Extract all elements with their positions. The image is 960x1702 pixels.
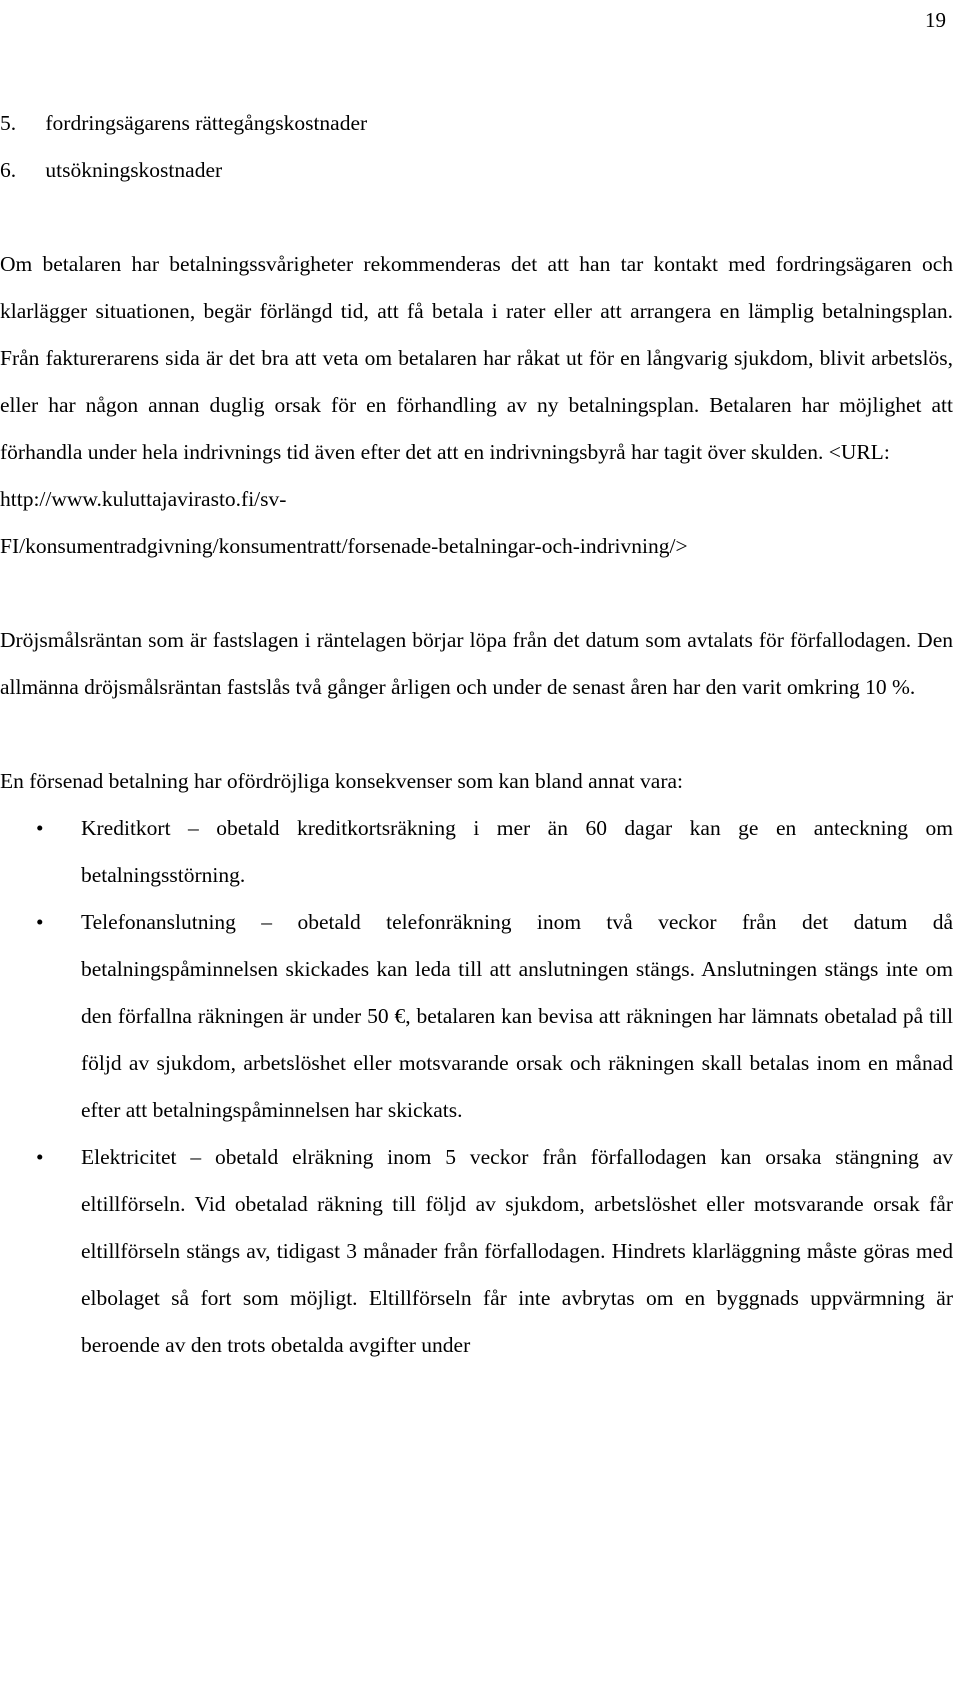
paragraph-late-interest: Dröjsmålsräntan som är fastslagen i räntelagen börjar löpa från det datum som avtalats för förfallodagen. Den allmänna dröjsmålsräntan fastslås två gånger årligen och under de senast åren har den varit omkring 10 %. (0, 628, 953, 699)
list-item (0, 1134, 953, 1369)
list-item (0, 147, 953, 194)
reference-url-line-2: FI/konsumentradgivning/konsumentratt/forsenade-betalningar-och-indrivning/> (0, 534, 688, 558)
reference-url-line-1: http://www.kuluttajavirasto.fi/sv- (0, 487, 287, 511)
list-item-text: utsökningskostnader (45, 158, 223, 182)
list-item-number: 5. (0, 111, 17, 135)
consequences-list (0, 805, 953, 1369)
list-item-number: 6. (0, 158, 17, 182)
bullet-icon: • (36, 816, 44, 840)
document-body (0, 100, 953, 1369)
list-item-text: fordringsägarens rättegångskostnader (45, 111, 368, 135)
numbered-list (0, 100, 953, 194)
bullet-icon: • (36, 910, 44, 934)
list-item (0, 100, 953, 147)
bullet-text: Kreditkort – obetald kreditkortsräkning i mer än 60 dagar kan ge en anteckning om betalningsstörning. (81, 816, 953, 887)
paragraph-payment-difficulties (0, 241, 953, 570)
page-number: 19 (925, 8, 946, 32)
paragraph-consequences-intro: En försenad betalning har ofördröjliga konsekvenser som kan bland annat vara: (0, 769, 684, 793)
bullet-text: Elektricitet – obetald elräkning inom 5 veckor från förfallodagen kan orsaka stängning av eltillförseln. Vid obetalad räkning till följd av sjukdom, arbetslöshet eller motsvarande orsak får eltillförseln stängs av, tidigast 3 månader från förfallodagen. Hindrets klarläggning måste göras med elbolaget så fort som möjligt. Eltillförseln får inte avbrytas om en byggnads uppvärmning är beroende av den trots obetalda avgifter under (81, 1145, 953, 1357)
bullet-text: Telefonanslutning – obetald telefonräkning inom två veckor från det datum då betalningspåminnelsen skickades kan leda till att anslutningen stängs. Anslutningen stängs inte om den förfallna räkningen är under 50 €, betalaren kan bevisa att räkningen har lämnats obetalad på till följd av sjukdom, arbetslöshet eller motsvarande orsak och räkningen skall betalas inom en månad efter att betalningspåminnelsen har skickats. (81, 910, 953, 1122)
list-item (0, 899, 953, 1134)
bullet-icon: • (36, 1145, 44, 1169)
list-item (0, 805, 953, 899)
paragraph-text: Om betalaren har betalningssvårigheter rekommenderas det att han tar kontakt med fordringsägaren och klarlägger situationen, begär förlängd tid, att få betala i rater eller att arrangera en lämplig betalningsplan. Från fakturerarens sida är det bra att veta om betalaren har råkat ut för en långvarig sjukdom, blivit arbetslös, eller har någon annan duglig orsak för en förhandling av ny betalningsplan. Betalaren har möjlighet att förhandla under hela indrivnings tid även efter det att en indrivningsbyrå har tagit över skulden. <URL: (0, 252, 953, 464)
